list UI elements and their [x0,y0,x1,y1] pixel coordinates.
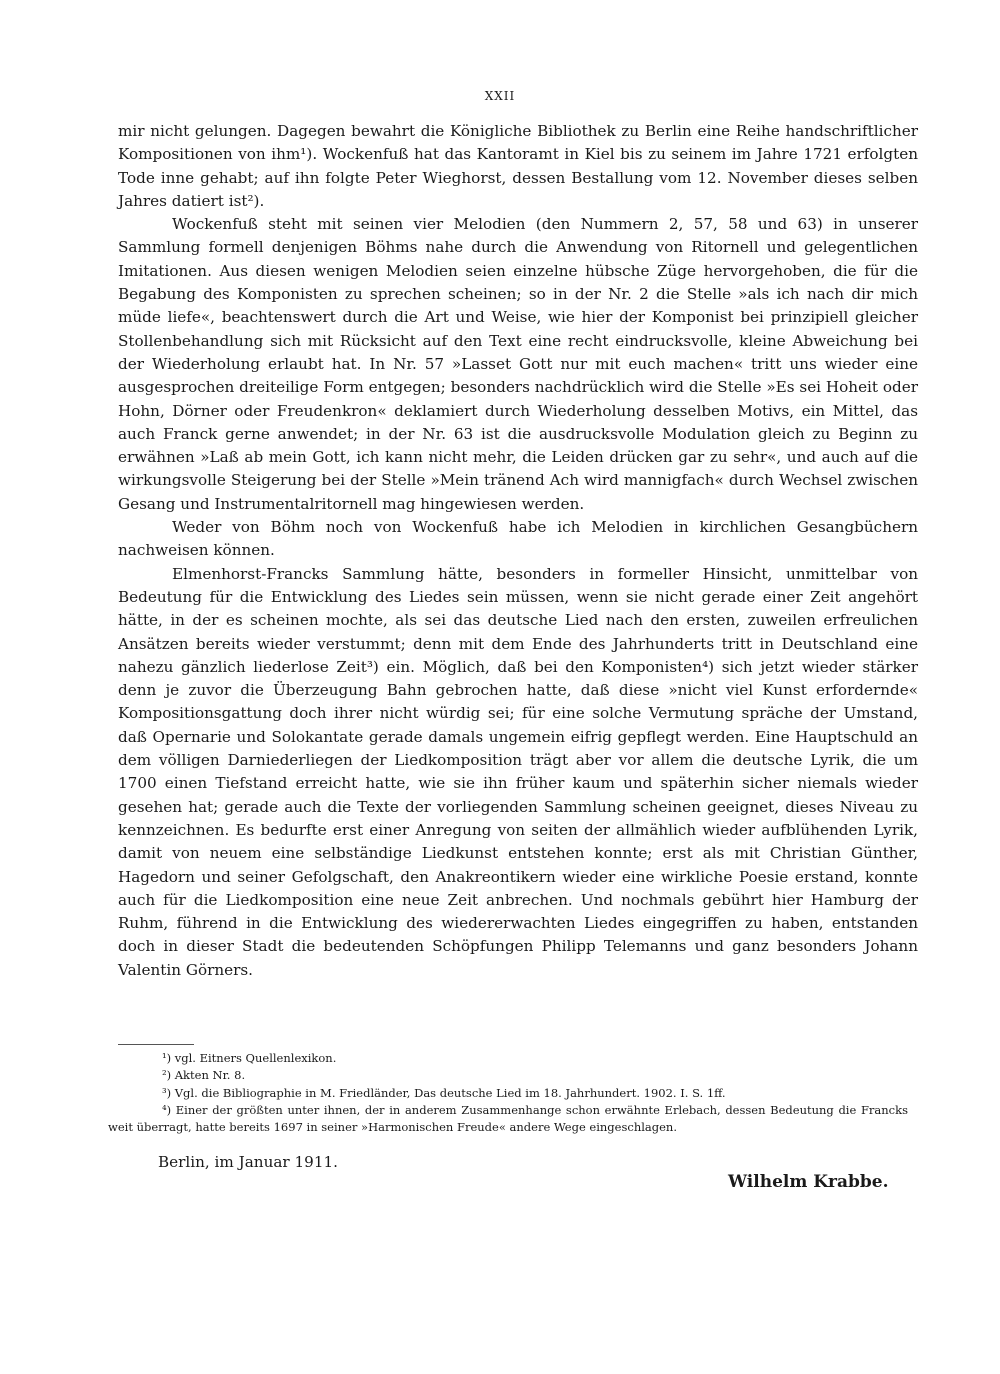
paragraph-1: mir nicht gelungen. Dagegen bewahrt die Königliche Bibliothek zu Berlin eine Reihe handschriftlicher Kompositionen von ihm¹). Wockenfuß hat das Kantoramt in Kiel bis zu seinem im Jahre 1721 erfolgten Tode inne gehabt; auf ihn folgte Peter Wieghorst, dessen Bestallung vom 12. November dieses selben Jahres datiert ist²). [118,122,918,210]
footnote-1: ¹) vgl. Eitners Quellenlexikon. [162,1051,337,1065]
footnote-2: ²) Akten Nr. 8. [162,1068,246,1083]
footnotes [108,1050,908,1136]
footnote-4: ⁴) Einer der größten unter ihnen, der in anderem Zusammenhange schon erwähnte Erlebach, dessen Bedeutung die Francks weit überragt, hatte bereits 1697 in seiner »Harmonischen Freude« andere Wege eingeschlagen. [108,1102,908,1135]
author-signature: Wilhelm Krabbe. [728,1172,889,1192]
body-text [118,120,918,982]
paragraph-3: Weder von Böhm noch von Wockenfuß habe ich Melodien in kirchlichen Gesangbüchern nachweisen können. [118,518,918,560]
footnote-divider [118,1044,194,1045]
footnote-3: ³) Vgl. die Bibliographie in M. Friedländer, Das deutsche Lied im 18. Jahrhundert. 1902. I. S. 1ff. [162,1085,726,1100]
paragraph-4: Elmenhorst-Francks Sammlung hätte, besonders in formeller Hinsicht, unmittelbar von Bedeutung für die Entwicklung des Liedes sein müssen, wenn sie nicht gerade einer Zeit angehört hätte, in der es scheinen mochte, als sei das deutsche Lied nach den ersten, zuweilen erfreulichen Ansätzen bereits wieder verstummt; denn mit dem Ende des Jahrhunderts tritt in Deutschland eine nahezu gänzlich liederlose Zeit³) ein. Möglich, daß bei den Komponisten⁴) sich jetzt wieder stärker denn je zuvor die Überzeugung Bahn gebrochen hatte, daß diese »nicht viel Kunst erfordernde« Kompositionsgattung doch ihrer nicht würdig sei; für eine solche Vermutung spräche der Umstand, daß Opernarie und Solokantate gerade damals ungemein eifrig gepflegt werden. Eine Hauptschuld an dem völligen Darniederliegen der Liedkomposition trägt aber vor allem die deutsche Lyrik, die um 1700 einen Tiefstand erreicht hatte, wie sie ihn früher kaum und späterhin sicher niemals wieder gesehen hat; gerade auch die Texte der vorliegenden Sammlung scheinen geeignet, dieses Niveau zu kennzeichnen. Es bedurfte erst einer Anregung von seiten der allmählich wieder aufblühenden Lyrik, damit von neuem eine selbständige Liedkunst entstehen konnte; erst als mit Christian Günther, Hagedorn und seiner Gefolgschaft, den Anakreontikern wieder eine wirkliche Poesie erstand, konnte auch für die Liedkomposition eine neue Zeit anbrechen. Und nochmals gebührt hier Hamburg der Ruhm, führend in die Entwicklung des wiedererwachten Liedes eingegriffen zu haben, entstanden doch in dieser Stadt die bedeutenden Schöpfungen Philipp Telemanns und ganz besonders Johann Valentin Görners. [118,564,918,979]
page-number: XXII [484,89,516,103]
paragraph-2: Wockenfuß steht mit seinen vier Melodien (den Nummern 2, 57, 58 und 63) in unserer Sammlung formell denjenigen Böhms nahe durch die Anwendung von Ritornell und gelegentlichen Imitationen. Aus diesen wenigen Melodien seien einzelne hübsche Züge hervorgehoben, die für die Begabung des Komponisten zu sprechen scheinen; so in der Nr. 2 die Stelle »als ich nach dir mich müde liefe«, beachtenswert durch die Art und Weise, wie hier der Komponist bei prinzipiell gleicher Stollenbehandlung sich mit Rücksicht auf den Text eine recht eindrucksvolle, kleine Abweichung bei der Wiederholung erlaubt hat. In Nr. 57 »Lasset Gott nur mit euch machen« tritt uns wieder eine ausgesprochen dreiteilige Form entgegen; besonders nachdrücklich wird die Stelle »Es sei Hoheit oder Hohn, Dörner oder Freudenkron« deklamiert durch Wiederholung desselben Motivs, ein Mittel, das auch Franck gerne anwendet; in der Nr. 63 ist die ausdrucksvolle Modulation gleich zu Beginn zu erwähnen »Laß ab mein Gott, ich kann nicht mehr, die Leiden drücken gar zu sehr«, und auch auf die wirkungsvolle Steigerung bei der Stelle »Mein tränend Ach wird mannigfach« durch Wechsel zwischen Gesang und Instrumentalritornell mag hingewiesen werden. [118,215,918,513]
place-date: Berlin, im Januar 1911. [158,1153,338,1171]
